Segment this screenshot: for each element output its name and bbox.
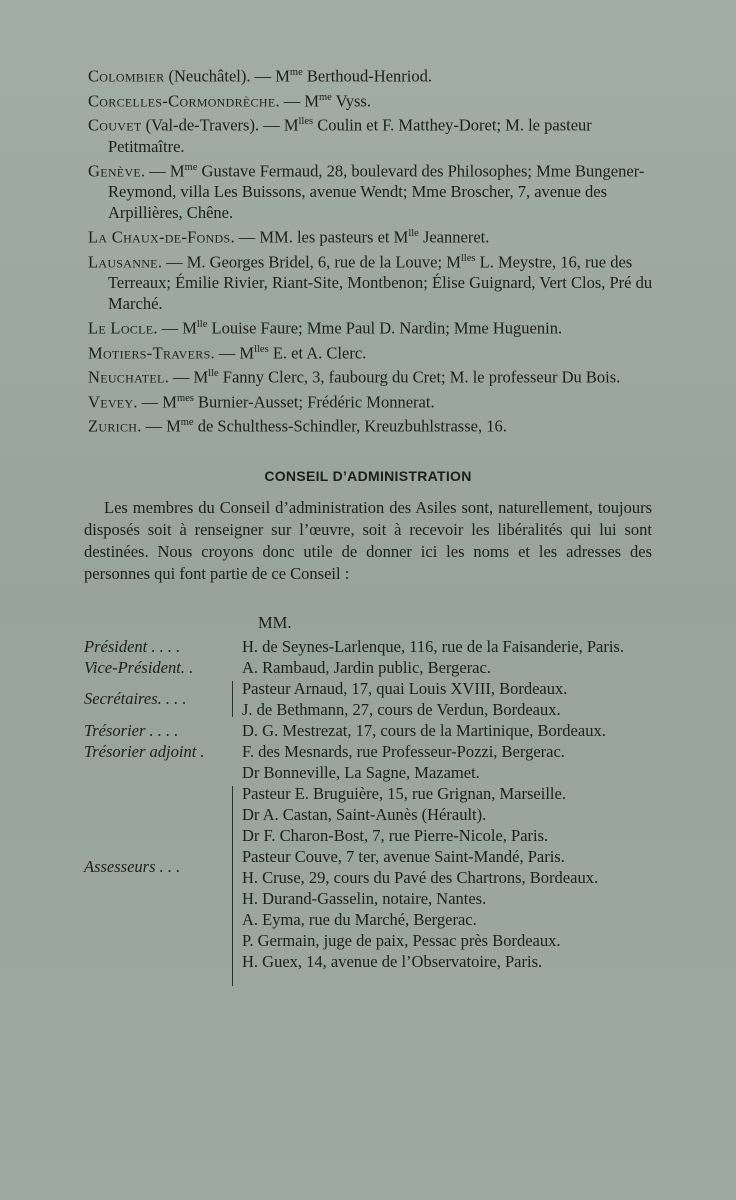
member-entry: A. Rambaud, Jardin public, Bergerac. [242,658,491,677]
list-item: Pasteur Couve, 7 ter, avenue Saint-Mandé, Paris. [242,847,565,866]
board-row-president [84,636,664,657]
mm-label: MM. [258,613,292,632]
role-label: Secrétaires. . . . [84,689,187,708]
list-item: H. Cruse, 29, cours du Pavé des Chartrons, Bordeaux. [242,868,599,887]
list-item: P. Germain, juge de paix, Pessac près Bordeaux. [242,931,561,950]
list-item: Le Locle. — $M^{lle}$ Louise Faure; Mme Paul D. Nardin; Mme Huguenin. [88,318,563,338]
member-list [242,762,652,972]
role-label: Trésorier adjoint . [84,742,205,761]
role-label: Assesseurs . . . [84,857,181,876]
list-item: Colombier (Neuchâtel). — $M^{me}$ Berthoud-Henriod. [88,66,432,86]
list-item: Genève. — $M^{me}$ Gustave Fermaud, 28, boulevard des Philosophes; Mme Bungener-Reymond, villa Les Buissons, avenue Wendt; Mme Broscher, 7, avenue des Arpillières, Chêne. [88,161,645,222]
list-item: Pasteur E. Bruguière, 15, rue Grignan, Marseille. [242,784,566,803]
list-item: Motiers-Travers. — $M^{lles}$ E. et A. Clerc. [88,343,367,362]
list-item: La Chaux-de-Fonds. — MM. les pasteurs et $M^{lle}$ Jeanneret. [88,227,490,247]
list-item: Corcelles-Cormondrèche. — $M^{me}$ Vyss. [88,91,371,110]
board-row-secretaires [84,678,664,720]
board-list [84,636,664,972]
role-label: Vice-Président. . [84,658,194,677]
member-entry: D. G. Mestrezat, 17, cours de la Martinique, Bordeaux. [242,721,606,740]
board-row-vice-president [84,657,664,678]
board-row-assesseurs [84,762,664,972]
list-item: Zurich. — $M^{me}$ de Schulthess-Schindler, Kreuzbuhlstrasse, 16. [88,416,507,436]
brace-mark [232,786,233,986]
list-item: H. Durand-Gasselin, notaire, Nantes. [242,889,487,908]
intro-paragraph: Les membres du Conseil d’administration des Asiles sont, naturellement, toujours disposés soit à renseigner sur l’œuvre, soit à recevoir les libéralités qui lui sont destinées. Nous croyons donc utile de donner ici les noms et les adresses des personnes qui font partie de ce Conseil : [84,498,652,583]
board-row-tresorier-adjoint [84,741,664,762]
list-item: H. Guex, 14, avenue de l’Observatoire, Paris. [242,952,543,971]
role-label: Trésorier . . . . [84,721,179,740]
board-row-tresorier [84,720,664,741]
brace-mark [232,681,233,717]
role-label: Président . . . . [84,637,181,656]
list-item: Couvet (Val-de-Travers). — $M^{lles}$ Coulin et F. Matthey-Doret; M. le pasteur Petitmaître. [88,115,592,156]
section-heading: CONSEIL D’ADMINISTRATION [264,468,472,484]
localities-list [88,62,658,437]
list-item: Neuchatel. — $M^{lle}$ Fanny Clerc, 3, faubourg du Cret; M. le professeur Du Bois. [88,367,621,387]
list-item: Vevey. — $M^{mes}$ Burnier-Ausset; Frédéric Monnerat. [88,392,435,411]
list-item: Dr F. Charon-Bost, 7, rue Pierre-Nicole, Paris. [242,826,549,845]
list-item: Dr Bonneville, La Sagne, Mazamet. [242,763,480,782]
list-item: Dr A. Castan, Saint-Aunès (Hérault). [242,805,487,824]
member-entry: Pasteur Arnaud, 17, quai Louis XVIII, Bordeaux. J. de Bethmann, 27, cours de Verdun, Bordeaux. [242,679,568,719]
list-item: Lausanne. — M. Georges Bridel, 6, rue de la Louve; $M^{lles}$ L. Meystre, 16, rue des Terreaux; Émilie Rivier, Riant-Site, Montbenon; Élise Guignard, Vert Clos, Pré du Marché. [88,252,653,313]
member-entry: H. de Seynes-Larlenque, 116, rue de la Faisanderie, Paris. [242,637,624,656]
list-item: A. Eyma, rue du Marché, Bergerac. [242,910,477,929]
member-entry: F. des Mesnards, rue Professeur-Pozzi, Bergerac. [242,742,565,761]
